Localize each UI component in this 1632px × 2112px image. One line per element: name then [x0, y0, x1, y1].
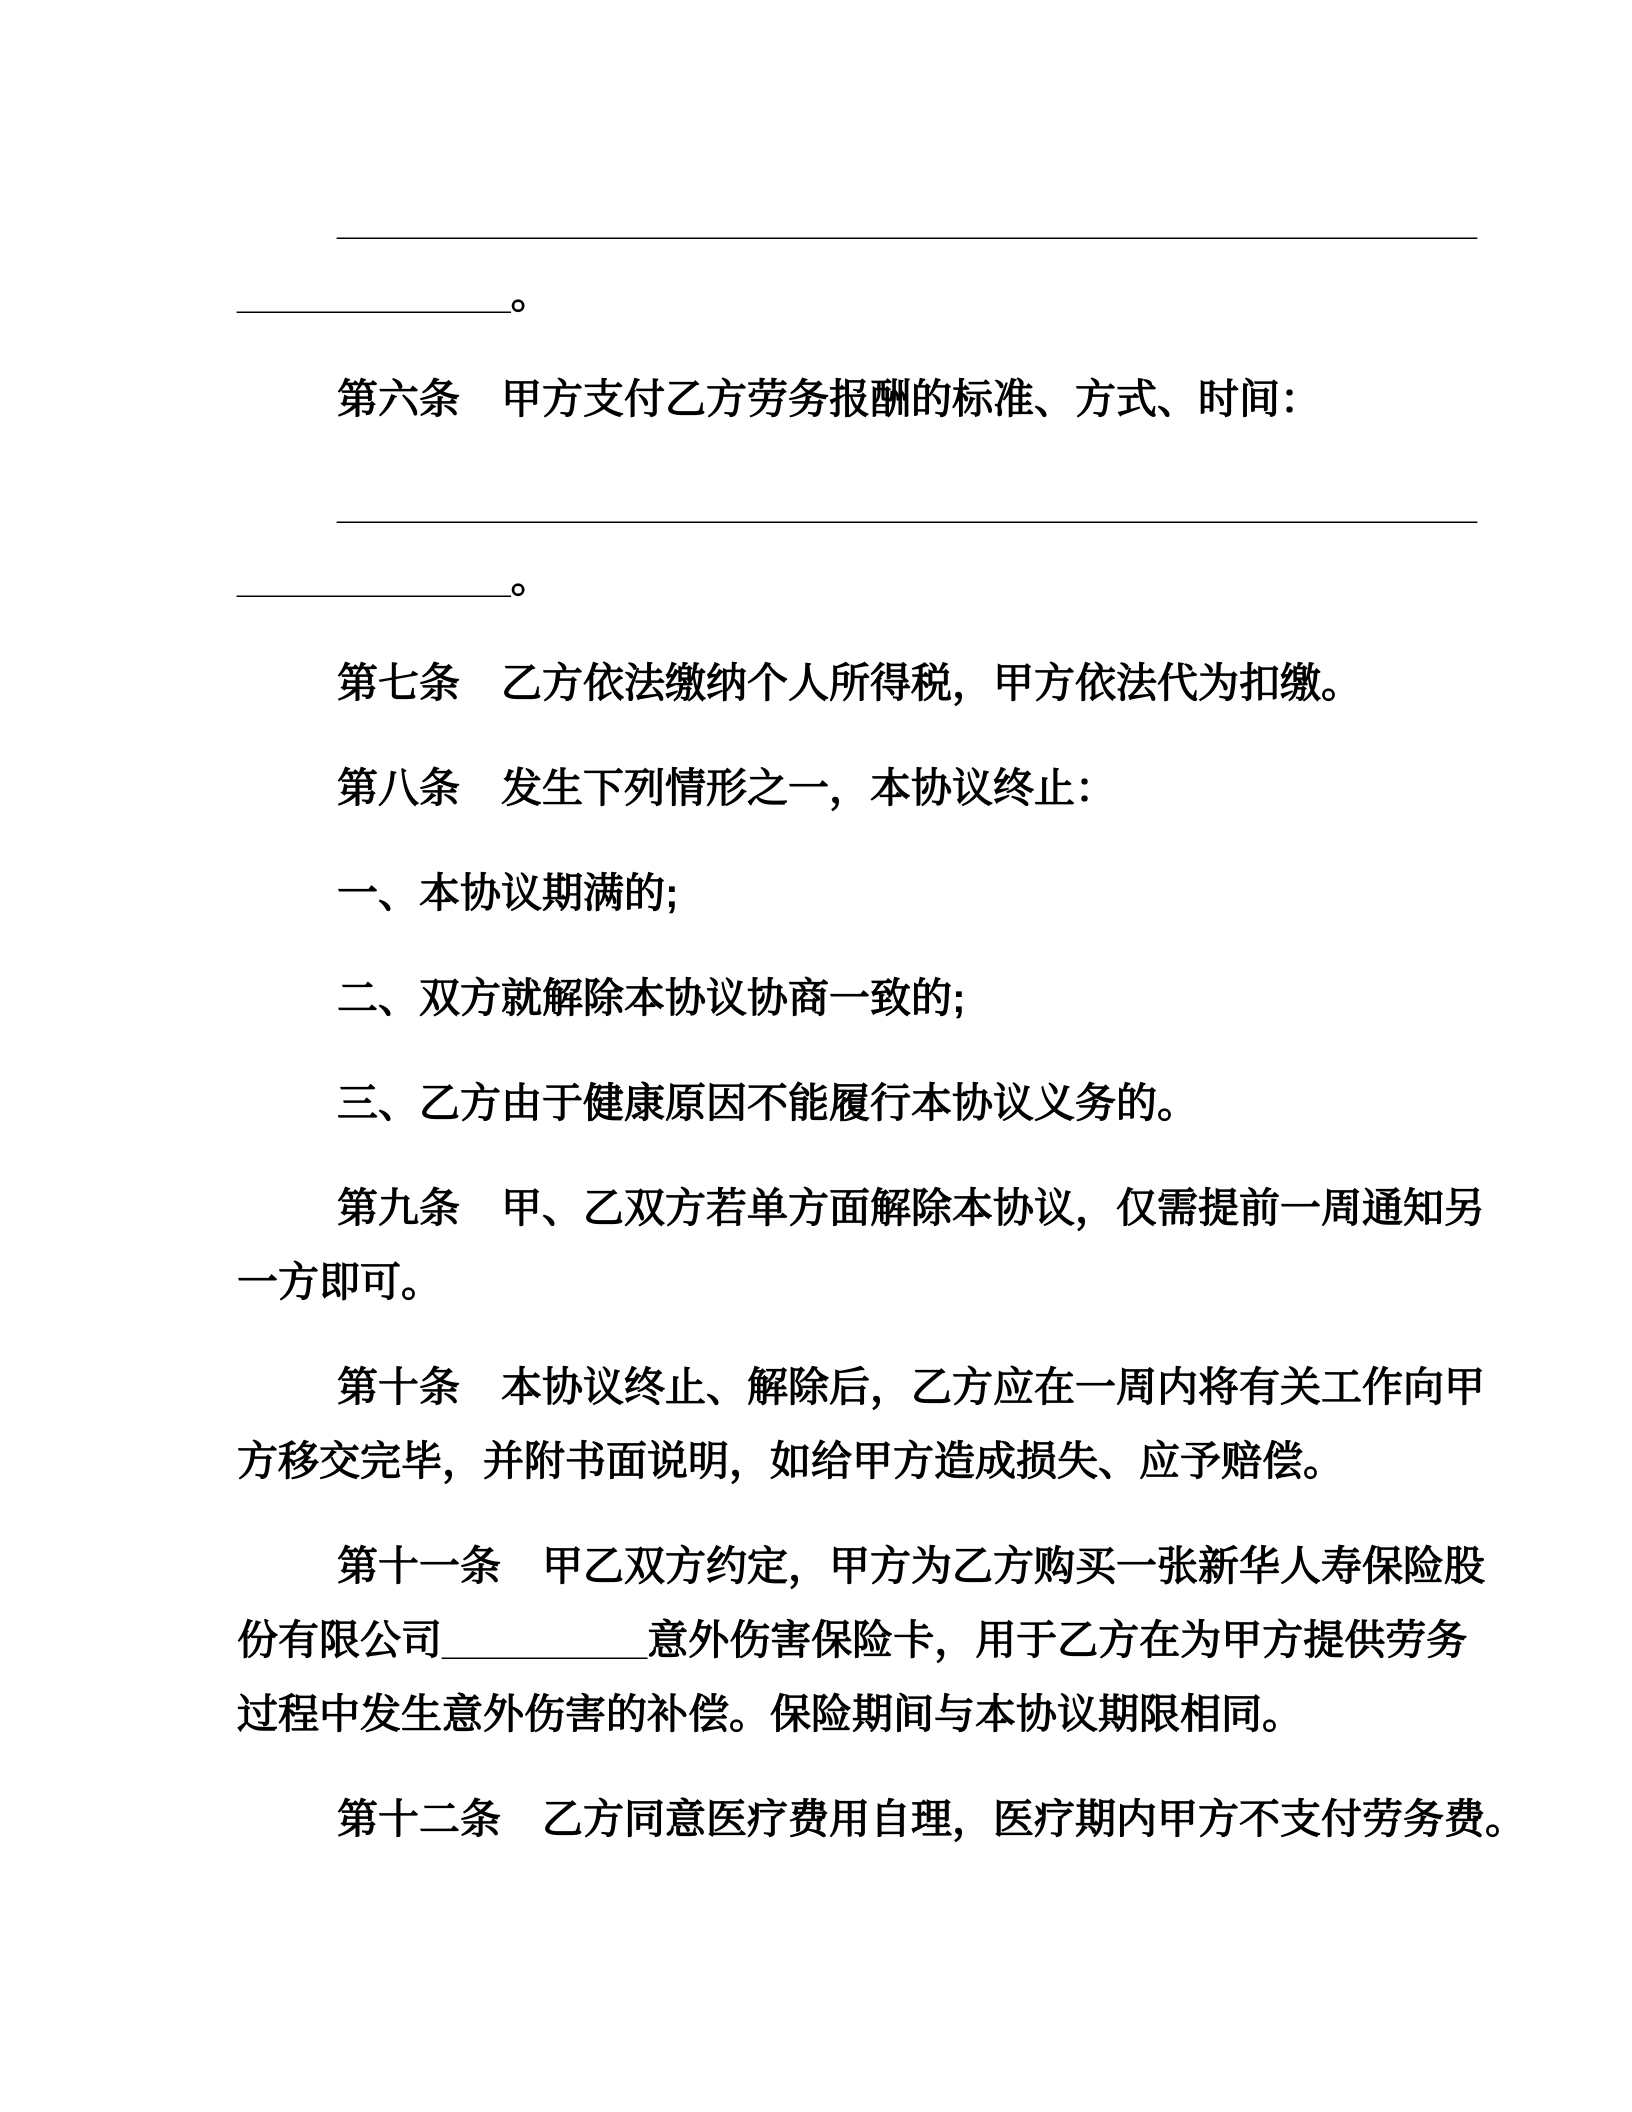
blank-line-continuation: __________________________________________________ [337, 197, 1478, 243]
article-7: 第七条 乙方依法缴纳个人所得税，甲方依法代为扣缴。 [337, 660, 1362, 706]
article-11-continued-1: 份有限公司_________意外伤害保险卡，用于乙方在为甲方提供劳务 [237, 1617, 1468, 1663]
article-12: 第十二条 乙方同意医疗费用自理，医疗期内甲方不支付劳务费。 [337, 1796, 1526, 1842]
article-8-item-2: 二、双方就解除本协议协商一致的; [337, 975, 966, 1021]
article-11-continued-2: 过程中发生意外伤害的补偿。保险期间与本协议期限相同。 [237, 1691, 1303, 1737]
article-9-continued: 一方即可。 [237, 1259, 442, 1305]
document-content [237, 183, 1526, 1856]
blank-line-end: ____________。 [237, 271, 552, 317]
article-6-blank-end: ____________。 [237, 555, 552, 601]
article-6: 第六条 甲方支付乙方劳务报酬的标准、方式、时间： [337, 376, 1321, 422]
article-11: 第十一条 甲乙双方约定，甲方为乙方购买一张新华人寿保险股 [337, 1543, 1485, 1589]
article-10: 第十条 本协议终止、解除后，乙方应在一周内将有关工作向甲 [337, 1364, 1485, 1410]
article-8-item-1: 一、本协议期满的; [337, 870, 679, 916]
article-9: 第九条 甲、乙双方若单方面解除本协议，仅需提前一周通知另 [337, 1185, 1485, 1231]
article-8: 第八条 发生下列情形之一，本协议终止： [337, 765, 1116, 811]
article-10-continued: 方移交完毕，并附书面说明，如给甲方造成损失、应予赔偿。 [237, 1438, 1344, 1484]
article-6-blank-line: __________________________________________________ [337, 481, 1478, 527]
article-8-item-3: 三、乙方由于健康原因不能履行本协议义务的。 [337, 1080, 1198, 1126]
